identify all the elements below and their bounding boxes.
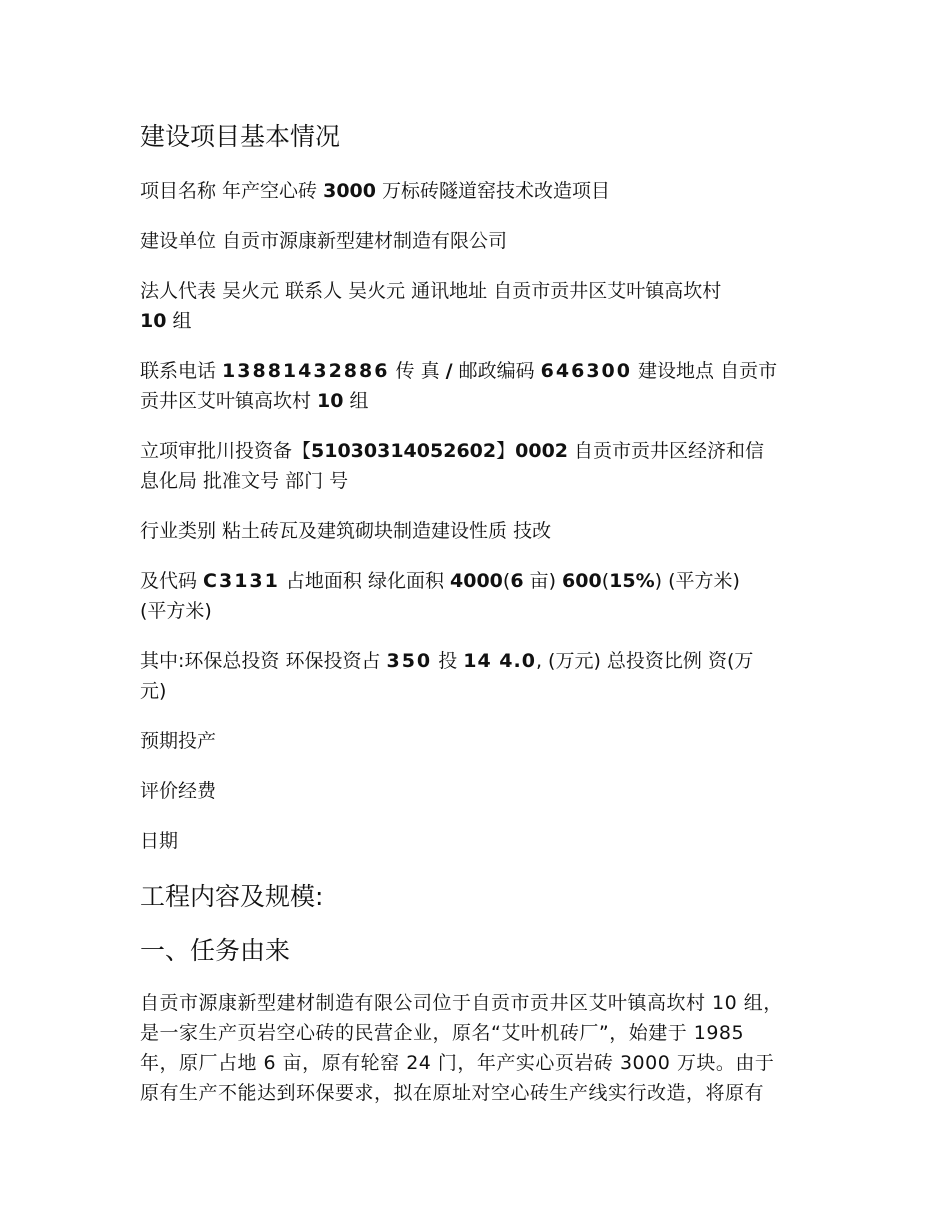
row-text: ( xyxy=(502,570,511,592)
row-code-area xyxy=(140,566,740,596)
row-text: 立项审批川投资备【 xyxy=(140,440,312,462)
row-number: 10 xyxy=(317,390,344,412)
row-number: 10 xyxy=(140,310,167,332)
row-builder xyxy=(140,226,507,256)
row-number: 3000 xyxy=(323,180,376,202)
row-text: 邮政编码 xyxy=(452,360,541,382)
row-text: 亩) xyxy=(523,570,563,592)
row-evaluation-fee xyxy=(140,776,216,806)
row-project-name xyxy=(140,176,610,206)
row-expected-production xyxy=(140,726,216,756)
row-legal-rep xyxy=(140,276,721,306)
row-legal-rep-cont xyxy=(140,306,192,336)
row-date xyxy=(140,826,178,856)
row-text: 日期 xyxy=(140,830,179,852)
industry-code: C3131 xyxy=(203,570,280,592)
row-text: 投 xyxy=(432,650,464,672)
row-text: 占地面积 绿化面积 xyxy=(279,570,450,592)
row-text: ( xyxy=(601,570,610,592)
row-text: 】 xyxy=(496,440,516,462)
row-investment-cont xyxy=(140,676,166,706)
row-text: 组 xyxy=(343,390,369,412)
row-text: 组 xyxy=(166,310,192,332)
row-text: 行业类别 粘土砖瓦及建筑砌块制造建设性质 技改 xyxy=(140,520,552,542)
row-text: 联系电话 xyxy=(140,360,223,382)
row-text: 万标砖隧道窑技术改造项目 xyxy=(375,180,611,202)
green-ratio: 15% xyxy=(609,570,655,592)
paragraph-line: 年，原厂占地 6 亩，原有轮窑 24 门，年产实心页岩砖 3000 万块。由于 xyxy=(140,1052,775,1074)
paragraph-line: 原有生产不能达到环保要求，拟在原址对空心砖生产线实行改造，将原有 xyxy=(140,1082,765,1104)
row-approval xyxy=(140,436,764,466)
env-investment: 14 4.0 xyxy=(463,650,536,672)
fax-value: / xyxy=(445,360,453,382)
approval-suffix: 0002 xyxy=(515,440,569,462)
postal-code: 646300 xyxy=(540,360,632,382)
land-mu: 6 xyxy=(510,570,524,592)
row-text: 息化局 批准文号 部门 号 xyxy=(140,470,349,492)
paragraph-line: 自贡市源康新型建材制造有限公司位于自贡市贡井区艾叶镇高坎村 10 组， xyxy=(140,992,783,1014)
row-text: 项目名称 年产空心砖 xyxy=(140,180,324,202)
row-contact xyxy=(140,356,777,386)
row-text: 法人代表 吴火元 联系人 吴火元 通讯地址 自贡市贡井区艾叶镇高坎村 xyxy=(140,280,722,302)
row-text: 评价经费 xyxy=(140,780,217,802)
row-industry xyxy=(140,516,551,546)
section-title: 工程内容及规模: xyxy=(140,882,324,911)
row-text: 元) xyxy=(140,680,167,702)
subsection-title: 一、任务由来 xyxy=(140,936,291,965)
row-text: ) (平方米) xyxy=(654,570,740,592)
approval-number: 51030314052602 xyxy=(311,440,497,462)
row-text: 及代码 xyxy=(140,570,204,592)
row-contact-cont xyxy=(140,386,369,416)
row-text: 预期投产 xyxy=(140,730,217,752)
row-text: 建设单位 自贡市源康新型建材制造有限公司 xyxy=(140,230,508,252)
row-investment xyxy=(140,646,753,676)
paragraph-line: 是一家生产页岩空心砖的民营企业，原名“艾叶机砖厂”，始建于 1985 xyxy=(140,1022,745,1044)
page-title: 建设项目基本情况 xyxy=(140,122,341,151)
row-text: 传 真 xyxy=(389,360,446,382)
green-area: 600 xyxy=(562,570,602,592)
row-text: (平方米) xyxy=(140,600,212,622)
row-text: 其中:环保总投资 环保投资占 xyxy=(140,650,387,672)
total-investment: 350 xyxy=(386,650,433,672)
row-text: 贡井区艾叶镇高坎村 xyxy=(140,390,318,412)
row-text: , (万元) 总投资比例 资(万 xyxy=(535,650,754,672)
row-text: 自贡市贡井区经济和信 xyxy=(568,440,765,462)
row-text: 建设地点 自贡市 xyxy=(631,360,778,382)
land-area: 4000 xyxy=(450,570,503,592)
phone-number: 13881432886 xyxy=(222,360,390,382)
row-code-area-cont xyxy=(140,596,212,626)
row-approval-cont xyxy=(140,466,348,496)
